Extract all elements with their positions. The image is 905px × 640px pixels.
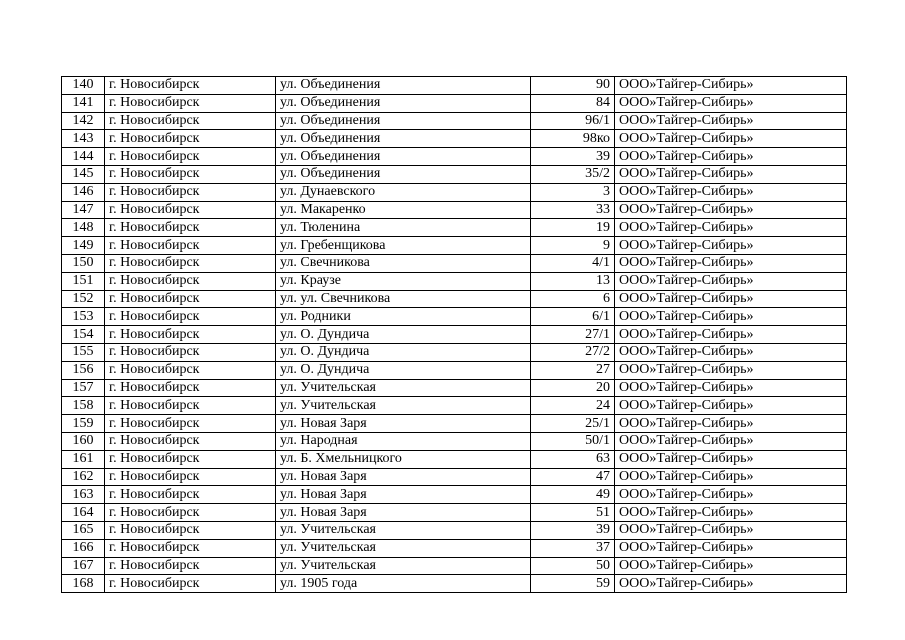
company-cell: ООО»Тайгер-Сибирь» (615, 254, 847, 272)
row-number-cell: 157 (62, 379, 105, 397)
company-cell: ООО»Тайгер-Сибирь» (615, 521, 847, 539)
street-cell: ул. ул. Свечникова (276, 290, 531, 308)
street-cell: ул. О. Дундича (276, 361, 531, 379)
city-cell: г. Новосибирск (105, 504, 276, 522)
row-number-cell: 143 (62, 130, 105, 148)
company-cell: ООО»Тайгер-Сибирь» (615, 343, 847, 361)
company-cell: ООО»Тайгер-Сибирь» (615, 379, 847, 397)
street-cell: ул. Объединения (276, 148, 531, 166)
city-cell: г. Новосибирск (105, 112, 276, 130)
house-number-cell: 49 (531, 486, 615, 504)
company-cell: ООО»Тайгер-Сибирь» (615, 112, 847, 130)
city-cell: г. Новосибирск (105, 237, 276, 255)
company-cell: ООО»Тайгер-Сибирь» (615, 326, 847, 344)
company-cell: ООО»Тайгер-Сибирь» (615, 290, 847, 308)
company-cell: ООО»Тайгер-Сибирь» (615, 397, 847, 415)
street-cell: ул. Народная (276, 432, 531, 450)
row-number-cell: 142 (62, 112, 105, 130)
house-number-cell: 3 (531, 183, 615, 201)
street-cell: ул. Объединения (276, 165, 531, 183)
city-cell: г. Новосибирск (105, 575, 276, 593)
table-row (62, 468, 847, 486)
company-cell: ООО»Тайгер-Сибирь» (615, 183, 847, 201)
street-cell: ул. Новая Заря (276, 486, 531, 504)
city-cell: г. Новосибирск (105, 326, 276, 344)
street-cell: ул. Дунаевского (276, 183, 531, 201)
row-number-cell: 167 (62, 557, 105, 575)
table-row (62, 575, 847, 593)
house-number-cell: 98ко (531, 130, 615, 148)
house-number-cell: 59 (531, 575, 615, 593)
table-row (62, 557, 847, 575)
table-row (62, 521, 847, 539)
house-number-cell: 13 (531, 272, 615, 290)
city-cell: г. Новосибирск (105, 361, 276, 379)
city-cell: г. Новосибирск (105, 557, 276, 575)
street-cell: ул. Объединения (276, 94, 531, 112)
company-cell: ООО»Тайгер-Сибирь» (615, 165, 847, 183)
city-cell: г. Новосибирск (105, 201, 276, 219)
company-cell: ООО»Тайгер-Сибирь» (615, 361, 847, 379)
row-number-cell: 152 (62, 290, 105, 308)
table-row (62, 254, 847, 272)
row-number-cell: 154 (62, 326, 105, 344)
company-cell: ООО»Тайгер-Сибирь» (615, 219, 847, 237)
row-number-cell: 150 (62, 254, 105, 272)
row-number-cell: 144 (62, 148, 105, 166)
house-number-cell: 4/1 (531, 254, 615, 272)
table-row (62, 486, 847, 504)
row-number-cell: 148 (62, 219, 105, 237)
street-cell: ул. Макаренко (276, 201, 531, 219)
street-cell: ул. О. Дундича (276, 343, 531, 361)
table-row (62, 504, 847, 522)
company-cell: ООО»Тайгер-Сибирь» (615, 432, 847, 450)
house-number-cell: 25/1 (531, 415, 615, 433)
street-cell: ул. Гребенщикова (276, 237, 531, 255)
city-cell: г. Новосибирск (105, 94, 276, 112)
house-number-cell: 96/1 (531, 112, 615, 130)
company-cell: ООО»Тайгер-Сибирь» (615, 77, 847, 95)
city-cell: г. Новосибирск (105, 450, 276, 468)
address-table (61, 76, 847, 593)
street-cell: ул. Учительская (276, 397, 531, 415)
street-cell: ул. Новая Заря (276, 504, 531, 522)
row-number-cell: 140 (62, 77, 105, 95)
city-cell: г. Новосибирск (105, 219, 276, 237)
table-row (62, 130, 847, 148)
row-number-cell: 160 (62, 432, 105, 450)
company-cell: ООО»Тайгер-Сибирь» (615, 308, 847, 326)
city-cell: г. Новосибирск (105, 130, 276, 148)
company-cell: ООО»Тайгер-Сибирь» (615, 486, 847, 504)
table-row (62, 361, 847, 379)
street-cell: ул. Свечникова (276, 254, 531, 272)
street-cell: ул. Краузе (276, 272, 531, 290)
row-number-cell: 141 (62, 94, 105, 112)
street-cell: ул. Объединения (276, 77, 531, 95)
company-cell: ООО»Тайгер-Сибирь» (615, 201, 847, 219)
table-row (62, 450, 847, 468)
row-number-cell: 145 (62, 165, 105, 183)
street-cell: ул. Тюленина (276, 219, 531, 237)
table-row (62, 201, 847, 219)
house-number-cell: 50 (531, 557, 615, 575)
city-cell: г. Новосибирск (105, 272, 276, 290)
row-number-cell: 159 (62, 415, 105, 433)
house-number-cell: 35/2 (531, 165, 615, 183)
company-cell: ООО»Тайгер-Сибирь» (615, 237, 847, 255)
company-cell: ООО»Тайгер-Сибирь» (615, 94, 847, 112)
table-row (62, 415, 847, 433)
street-cell: ул. О. Дундича (276, 326, 531, 344)
row-number-cell: 149 (62, 237, 105, 255)
house-number-cell: 24 (531, 397, 615, 415)
company-cell: ООО»Тайгер-Сибирь» (615, 539, 847, 557)
house-number-cell: 47 (531, 468, 615, 486)
table-row (62, 432, 847, 450)
street-cell: ул. 1905 года (276, 575, 531, 593)
company-cell: ООО»Тайгер-Сибирь» (615, 504, 847, 522)
row-number-cell: 146 (62, 183, 105, 201)
company-cell: ООО»Тайгер-Сибирь» (615, 575, 847, 593)
table-row (62, 237, 847, 255)
row-number-cell: 162 (62, 468, 105, 486)
table-row (62, 112, 847, 130)
company-cell: ООО»Тайгер-Сибирь» (615, 557, 847, 575)
city-cell: г. Новосибирск (105, 183, 276, 201)
company-cell: ООО»Тайгер-Сибирь» (615, 450, 847, 468)
street-cell: ул. Учительская (276, 379, 531, 397)
table-row (62, 148, 847, 166)
street-cell: ул. Объединения (276, 112, 531, 130)
house-number-cell: 6 (531, 290, 615, 308)
house-number-cell: 9 (531, 237, 615, 255)
row-number-cell: 161 (62, 450, 105, 468)
street-cell: ул. Учительская (276, 521, 531, 539)
row-number-cell: 164 (62, 504, 105, 522)
city-cell: г. Новосибирск (105, 254, 276, 272)
city-cell: г. Новосибирск (105, 165, 276, 183)
house-number-cell: 39 (531, 148, 615, 166)
company-cell: ООО»Тайгер-Сибирь» (615, 148, 847, 166)
house-number-cell: 90 (531, 77, 615, 95)
table-row (62, 183, 847, 201)
house-number-cell: 19 (531, 219, 615, 237)
company-cell: ООО»Тайгер-Сибирь» (615, 468, 847, 486)
city-cell: г. Новосибирск (105, 486, 276, 504)
table-row (62, 272, 847, 290)
table-row (62, 94, 847, 112)
company-cell: ООО»Тайгер-Сибирь» (615, 130, 847, 148)
table-row (62, 77, 847, 95)
table-row (62, 290, 847, 308)
company-cell: ООО»Тайгер-Сибирь» (615, 415, 847, 433)
table-row (62, 165, 847, 183)
row-number-cell: 156 (62, 361, 105, 379)
table-row (62, 343, 847, 361)
street-cell: ул. Объединения (276, 130, 531, 148)
city-cell: г. Новосибирск (105, 308, 276, 326)
address-table-body (62, 77, 847, 593)
house-number-cell: 27/2 (531, 343, 615, 361)
row-number-cell: 155 (62, 343, 105, 361)
street-cell: ул. Учительская (276, 557, 531, 575)
city-cell: г. Новосибирск (105, 148, 276, 166)
street-cell: ул. Родники (276, 308, 531, 326)
city-cell: г. Новосибирск (105, 77, 276, 95)
house-number-cell: 39 (531, 521, 615, 539)
house-number-cell: 6/1 (531, 308, 615, 326)
row-number-cell: 158 (62, 397, 105, 415)
row-number-cell: 163 (62, 486, 105, 504)
city-cell: г. Новосибирск (105, 397, 276, 415)
house-number-cell: 27/1 (531, 326, 615, 344)
city-cell: г. Новосибирск (105, 379, 276, 397)
house-number-cell: 51 (531, 504, 615, 522)
street-cell: ул. Новая Заря (276, 468, 531, 486)
table-row (62, 539, 847, 557)
row-number-cell: 153 (62, 308, 105, 326)
company-cell: ООО»Тайгер-Сибирь» (615, 272, 847, 290)
table-row (62, 219, 847, 237)
city-cell: г. Новосибирск (105, 521, 276, 539)
city-cell: г. Новосибирск (105, 539, 276, 557)
row-number-cell: 166 (62, 539, 105, 557)
row-number-cell: 168 (62, 575, 105, 593)
house-number-cell: 84 (531, 94, 615, 112)
row-number-cell: 147 (62, 201, 105, 219)
street-cell: ул. Б. Хмельницкого (276, 450, 531, 468)
street-cell: ул. Учительская (276, 539, 531, 557)
house-number-cell: 50/1 (531, 432, 615, 450)
table-row (62, 326, 847, 344)
city-cell: г. Новосибирск (105, 415, 276, 433)
house-number-cell: 20 (531, 379, 615, 397)
city-cell: г. Новосибирск (105, 432, 276, 450)
city-cell: г. Новосибирск (105, 343, 276, 361)
house-number-cell: 27 (531, 361, 615, 379)
street-cell: ул. Новая Заря (276, 415, 531, 433)
row-number-cell: 151 (62, 272, 105, 290)
house-number-cell: 37 (531, 539, 615, 557)
house-number-cell: 33 (531, 201, 615, 219)
row-number-cell: 165 (62, 521, 105, 539)
table-row (62, 397, 847, 415)
city-cell: г. Новосибирск (105, 290, 276, 308)
table-row (62, 379, 847, 397)
house-number-cell: 63 (531, 450, 615, 468)
city-cell: г. Новосибирск (105, 468, 276, 486)
table-row (62, 308, 847, 326)
